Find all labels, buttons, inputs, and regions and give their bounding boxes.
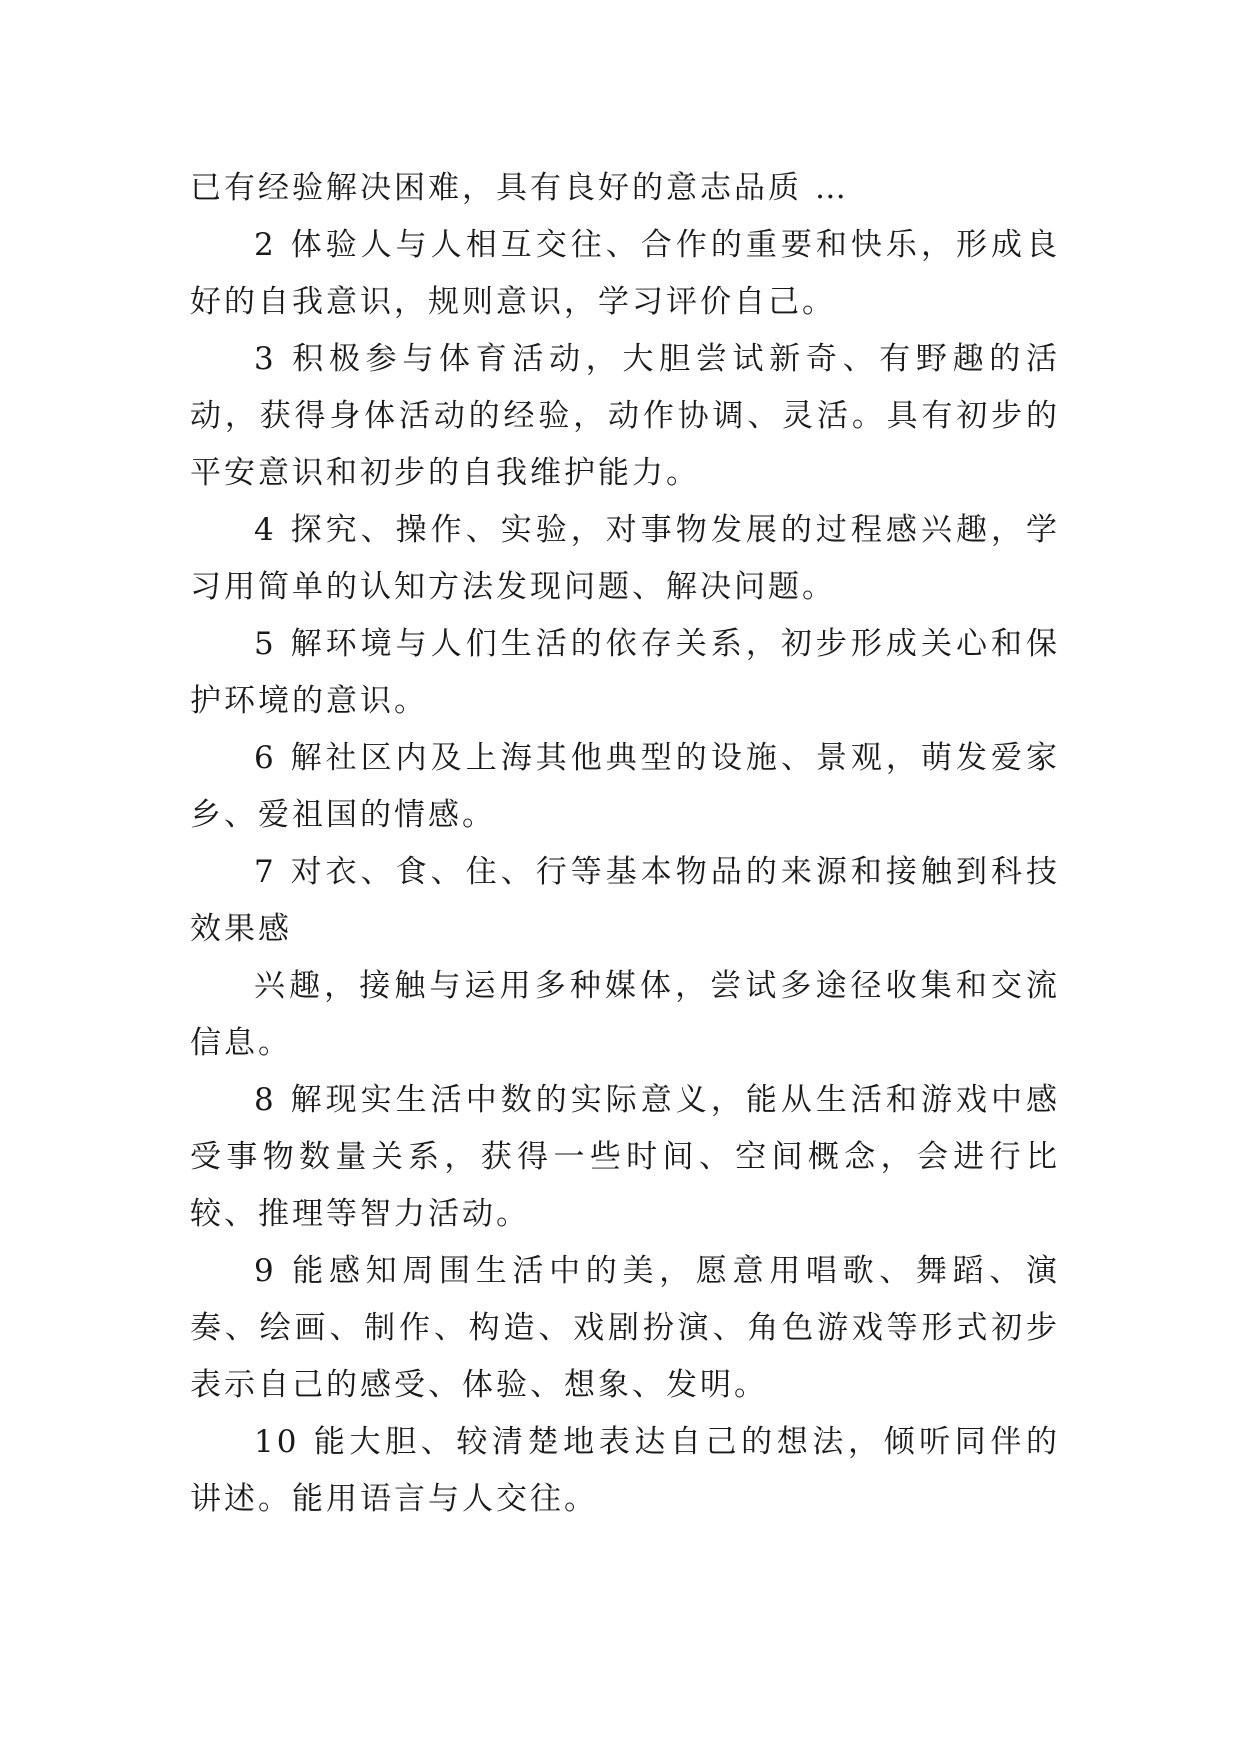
paragraph-item-3: 3 积极参与体育活动，大胆尝试新奇、有野趣的活动，获得身体活动的经验，动作协调、灵活。具有初步的平安意识和初步的自我维护能力。 <box>190 341 1060 491</box>
paragraph-item-9: 9 能感知周围生活中的美，愿意用唱歌、舞蹈、演奏、绘画、制作、构造、戏剧扮演、角色游戏等形式初步表示自己的感受、体验、想象、发明。 <box>190 1253 1060 1403</box>
paragraph-item-6: 6 解社区内及上海其他典型的设施、景观，萌发爱家乡、爱祖国的情感。 <box>190 740 1060 833</box>
paragraph-continuation: 已有经验解决困难，具有良好的意志品质 … <box>190 170 849 206</box>
paragraph-item-8: 8 解现实生活中数的实际意义，能从生活和游戏中感受事物数量关系，获得一些时间、空间概念，会进行比较、推理等智力活动。 <box>190 1082 1060 1232</box>
document-page <box>190 160 1060 1528</box>
paragraph-item-4: 4 探究、操作、实验，对事物发展的过程感兴趣，学习用简单的认知方法发现问题、解决问题。 <box>190 512 1060 605</box>
paragraph-item-5: 5 解环境与人们生活的依存关系，初步形成关心和保护环境的意识。 <box>190 626 1060 719</box>
paragraph-item-2: 2 体验人与人相互交往、合作的重要和快乐，形成良好的自我意识，规则意识，学习评价自己。 <box>190 227 1060 320</box>
paragraph-item-7: 7 对衣、食、住、行等基本物品的来源和接触到科技效果感 <box>190 854 1060 947</box>
paragraph-item-10: 10 能大胆、较清楚地表达自己的想法，倾听同伴的讲述。能用语言与人交往。 <box>190 1424 1060 1517</box>
paragraph-item-7-continued: 兴趣，接触与运用多种媒体，尝试多途径收集和交流信息。 <box>190 968 1060 1061</box>
